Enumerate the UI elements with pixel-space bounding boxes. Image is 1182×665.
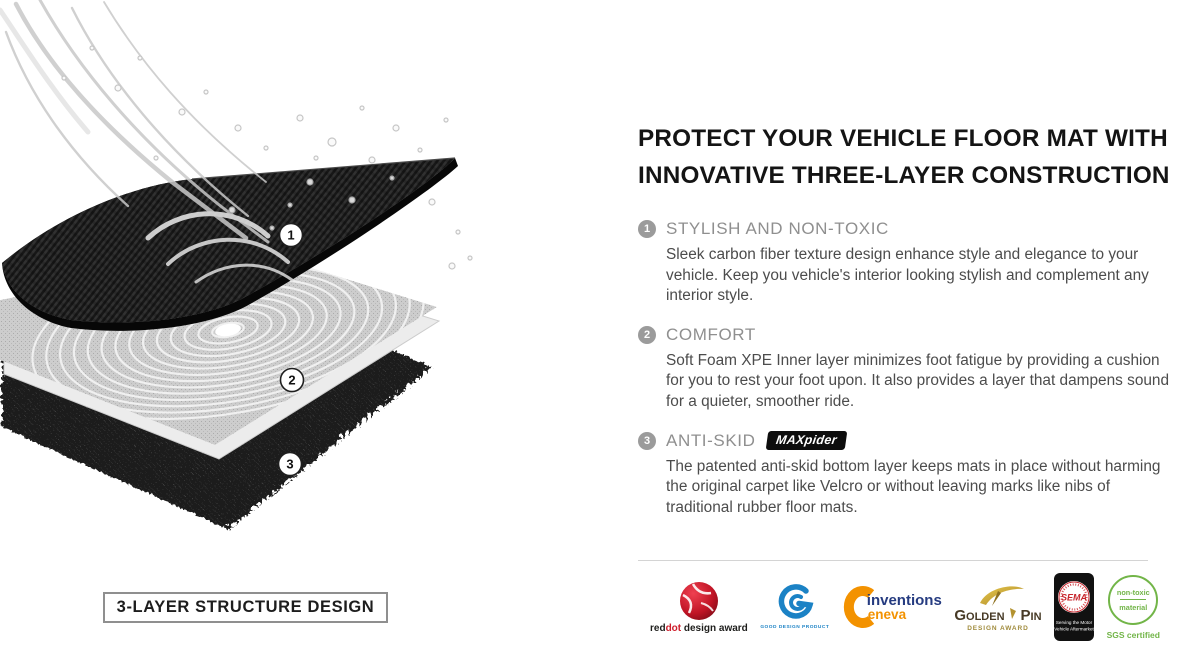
award-sema xyxy=(1054,573,1094,641)
section-body: Soft Foam XPE Inner layer minimizes foot fatigue by providing a cushion for you to rest your foot upon. It also provides a layer that dampens sound for a quieter, smoother ride. xyxy=(666,351,1170,410)
reddot-sphere-icon xyxy=(679,581,719,621)
award-golden-pin xyxy=(954,583,1041,632)
layer-illustration xyxy=(0,0,500,560)
good-design-g-icon xyxy=(774,584,816,622)
section-title: ANTI-SKID xyxy=(666,430,756,450)
feature-section-antiskid xyxy=(638,432,1160,519)
figure-caption xyxy=(103,592,388,623)
section-number-badge: 1 xyxy=(638,220,656,238)
pin-label: Pin xyxy=(1020,606,1042,624)
section-title: STYLISH AND NON-TOXIC xyxy=(666,219,889,238)
award-reddot xyxy=(650,581,748,634)
svg-text:1: 1 xyxy=(287,227,295,243)
reddot-caption: reddot design award xyxy=(650,622,748,634)
section-body: The patented anti-skid bottom layer keeps mats in place without harming the original carpet like Velcro or without leaving marks like nibs of traditional rubber floor mats. xyxy=(666,457,1161,516)
section-body: Sleek carbon fiber texture design enhance style and elegance to your vehicle. Keep you vehicle's interior looking stylish and complement any interior style. xyxy=(666,246,1149,305)
section-title: COMFORT xyxy=(666,324,756,344)
golden-label: Golden xyxy=(954,606,1005,624)
svg-text:Serving the Motor: Serving the Motor xyxy=(1055,620,1093,625)
inventions-label: inventions xyxy=(866,592,942,609)
divider xyxy=(638,560,1148,561)
layer-badge-2 xyxy=(281,369,304,392)
layer-badge-3 xyxy=(279,453,302,476)
feature-copy xyxy=(638,120,1170,537)
non-toxic-seal-icon xyxy=(1108,575,1158,625)
non-toxic-label: non-toxic xyxy=(1116,587,1150,597)
good-design-caption: GOOD DESIGN PRODUCT xyxy=(760,625,830,630)
golden-pin-needle-icon xyxy=(1009,608,1017,620)
section-number-badge: 2 xyxy=(638,326,656,344)
golden-pin-subtitle: DESIGN AWARD xyxy=(967,624,1029,632)
page-title-line2: INNOVATIVE THREE-LAYER CONSTRUCTION xyxy=(638,162,1170,189)
golden-pin-swoosh-icon xyxy=(970,583,1026,607)
award-good-design xyxy=(760,584,829,630)
award-non-toxic xyxy=(1107,575,1160,640)
layer-badge-1 xyxy=(280,224,303,247)
award-inventions-geneva xyxy=(842,585,942,629)
page-title xyxy=(638,120,1170,194)
figure-caption-label: 3-LAYER STRUCTURE DESIGN xyxy=(116,598,375,616)
feature-section-comfort xyxy=(638,324,1170,413)
svg-text:Vehicle Aftermarket: Vehicle Aftermarket xyxy=(1054,626,1094,632)
svg-text:3: 3 xyxy=(286,456,294,472)
feature-section-stylish xyxy=(638,220,1160,307)
material-label: material xyxy=(1119,602,1148,612)
sema-badge-icon xyxy=(1054,573,1094,641)
maxpider-logo: MAXpider xyxy=(766,431,847,450)
page-title-line1: PROTECT YOUR VEHICLE FLOOR MAT WITH xyxy=(638,125,1168,152)
awards-row xyxy=(650,568,1160,646)
geneva-label: eneva xyxy=(867,607,907,622)
svg-text:SEMA: SEMA xyxy=(1061,592,1088,603)
sgs-certified-label: SGS certified xyxy=(1106,629,1160,640)
section-number-badge: 3 xyxy=(638,432,656,450)
svg-text:2: 2 xyxy=(288,372,296,388)
